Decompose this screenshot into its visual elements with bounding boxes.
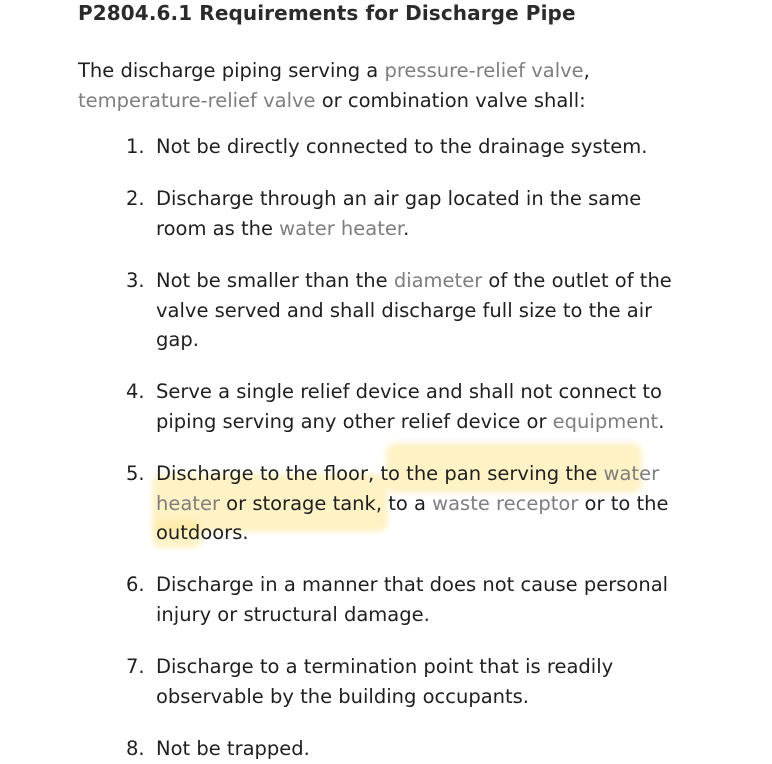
temperature-relief-valve-link[interactable]: temperature-relief valve <box>78 88 316 112</box>
list-text: . <box>403 216 410 240</box>
list-text: gap. <box>156 328 199 351</box>
list-text: outdoors. <box>156 521 249 544</box>
list-number: 1. <box>126 135 145 158</box>
water-heater-link[interactable]: heater <box>156 491 220 515</box>
equipment-link[interactable]: equipment <box>552 409 659 433</box>
water-heater-link[interactable]: water <box>603 462 660 485</box>
list-text: Discharge to a termination point that is readily <box>156 655 614 678</box>
list-text: or to the <box>578 491 669 515</box>
list-number: 5. <box>126 462 145 485</box>
list-text: . <box>658 409 665 433</box>
list-text: or storage tank, to a <box>219 491 433 515</box>
list-text: valve served and shall discharge full size to the air <box>156 298 653 322</box>
list-text: Not be directly connected to the drainage system. <box>156 135 648 158</box>
list-text: room as the <box>156 216 280 240</box>
intro-text-1: The discharge piping serving a <box>78 59 385 82</box>
water-heater-link[interactable]: water heater <box>279 216 404 240</box>
list-number: 3. <box>126 269 145 292</box>
page-title: P2804.6.1 Requirements for Discharge Pipe <box>78 1 576 25</box>
list-number: 2. <box>126 187 145 210</box>
intro-text-3: or combination valve shall: <box>315 88 586 112</box>
waste-receptor-link[interactable]: waste receptor <box>432 491 579 515</box>
list-text: Serve a single relief device and shall not connect to <box>156 380 662 403</box>
diameter-link[interactable]: diameter <box>393 269 483 292</box>
list-number: 6. <box>126 573 145 596</box>
list-text: Not be smaller than the <box>156 269 394 292</box>
list-text: Discharge through an air gap located in the same <box>156 187 642 210</box>
list-text: Discharge to the floor, to the pan serving the <box>156 462 604 485</box>
list-text: injury or structural damage. <box>156 602 430 626</box>
list-number: 4. <box>126 380 145 403</box>
pressure-relief-valve-link[interactable]: pressure-relief valve <box>384 59 584 82</box>
list-text: observable by the building occupants. <box>156 684 530 708</box>
list-number: 7. <box>126 655 145 678</box>
list-text: piping serving any other relief device or <box>156 409 553 433</box>
list-text: Not be trapped. <box>156 737 310 760</box>
intro-text-2: , <box>583 59 590 82</box>
list-text: of the outlet of the <box>482 269 672 292</box>
intro-paragraph <box>78 56 678 115</box>
list-text: Discharge in a manner that does not cause personal <box>156 573 669 596</box>
list-number: 8. <box>126 737 145 760</box>
